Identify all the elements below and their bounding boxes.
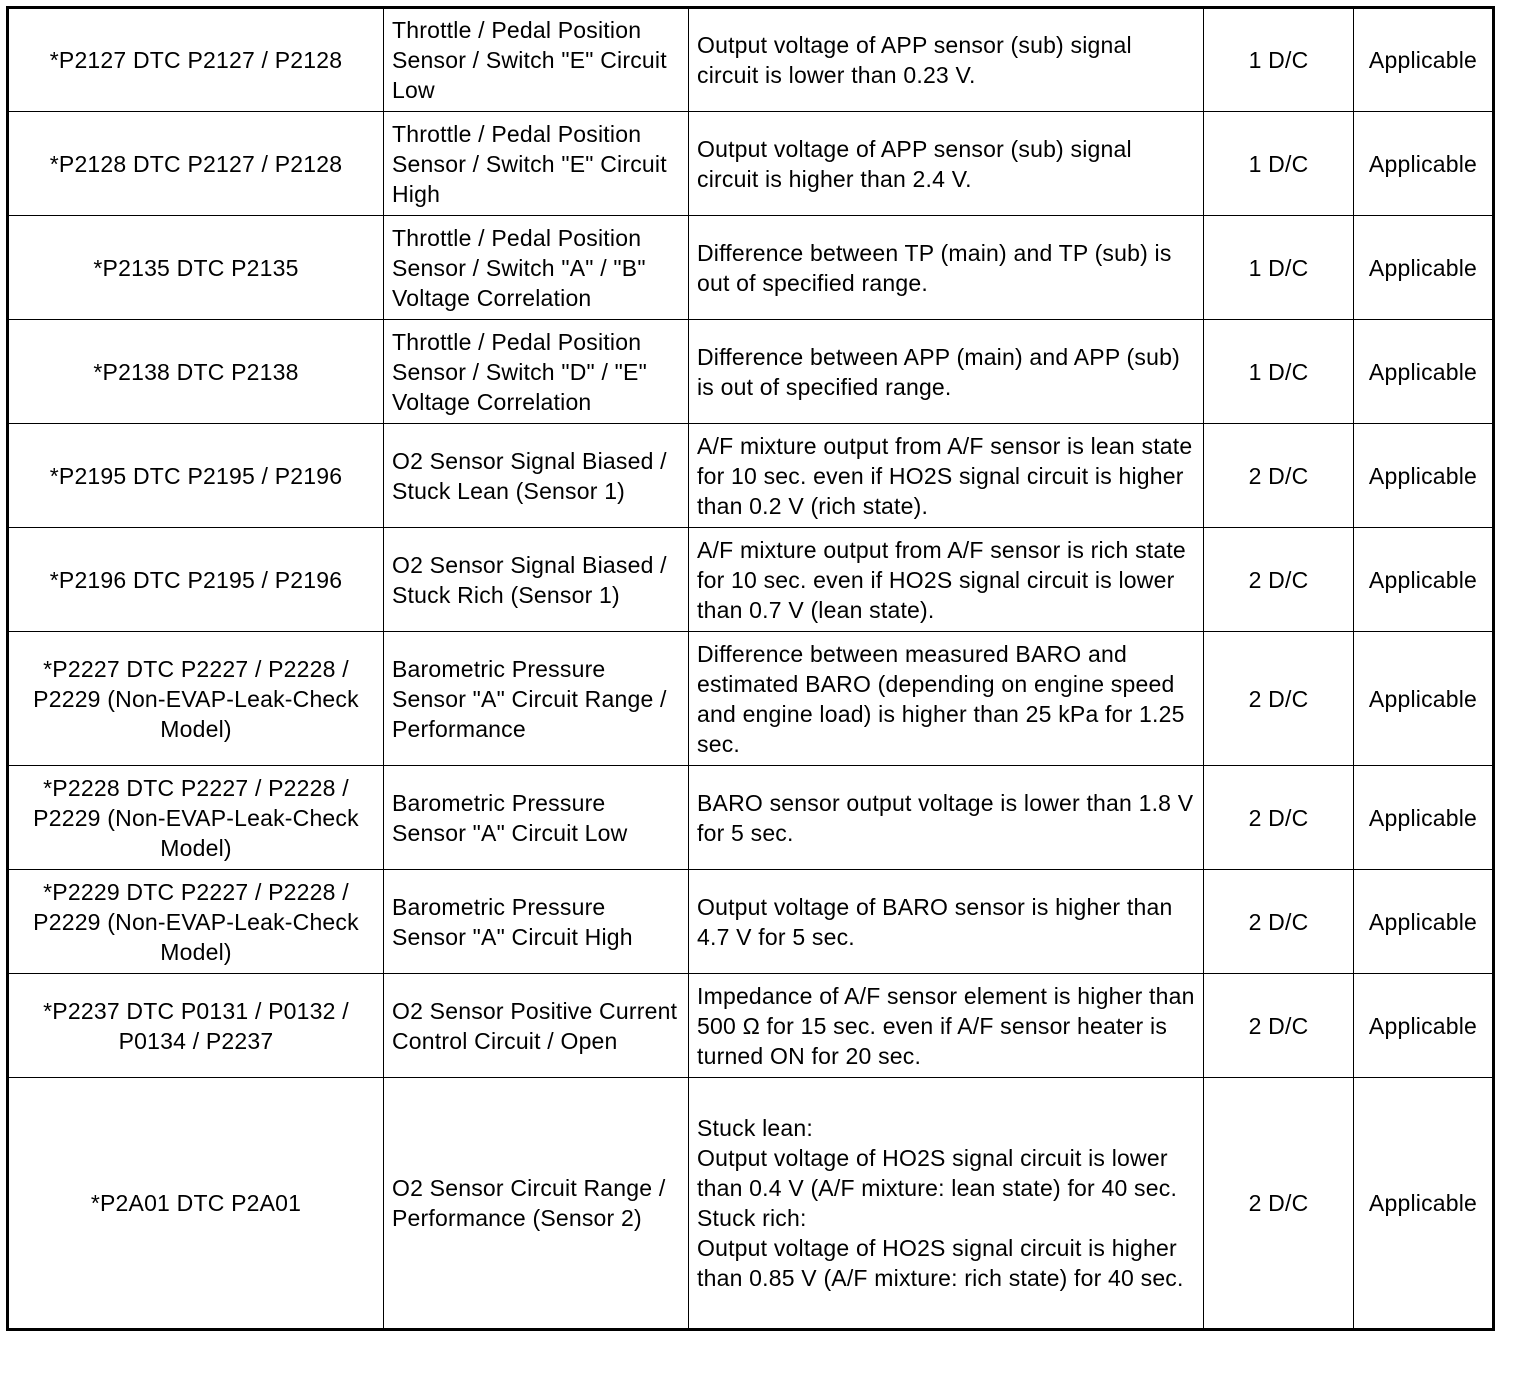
dtc-code: *P2196 DTC P2195 / P2196 (8, 528, 384, 632)
applicability: Applicable (1354, 974, 1494, 1078)
dtc-code: *P2195 DTC P2195 / P2196 (8, 424, 384, 528)
trip-logic: 1 D/C (1204, 320, 1354, 424)
trip-logic: 1 D/C (1204, 216, 1354, 320)
detection-condition (689, 8, 1204, 112)
condition-line: Output voltage of HO2S signal circuit is higher than 0.85 V (A/F mixture: rich state) for 40 sec. (697, 1235, 1184, 1291)
detection-condition (689, 870, 1204, 974)
applicability: Applicable (1354, 112, 1494, 216)
applicability: Applicable (1354, 766, 1494, 870)
trip-logic: 2 D/C (1204, 974, 1354, 1078)
table-row (8, 974, 1494, 1078)
applicability: Applicable (1354, 870, 1494, 974)
detection-condition (689, 112, 1204, 216)
dtc-name: Barometric Pressure Sensor "A" Circuit Range / Performance (384, 632, 689, 766)
trip-logic: 2 D/C (1204, 870, 1354, 974)
detection-condition (689, 528, 1204, 632)
dtc-code: *P2A01 DTC P2A01 (8, 1078, 384, 1330)
applicability: Applicable (1354, 1078, 1494, 1330)
dtc-name: O2 Sensor Signal Biased / Stuck Lean (Sensor 1) (384, 424, 689, 528)
condition-line: BARO sensor output voltage is lower than 1.8 V for 5 sec. (697, 789, 1194, 846)
dtc-code: *P2128 DTC P2127 / P2128 (8, 112, 384, 216)
table-row (8, 216, 1494, 320)
table-row (8, 632, 1494, 766)
dtc-code: *P2237 DTC P0131 / P0132 / P0134 / P2237 (8, 974, 384, 1078)
condition-line: A/F mixture output from A/F sensor is rich state for 10 sec. even if HO2S signal circuit is lower than 0.7 V (lean state). (697, 536, 1186, 623)
applicability: Applicable (1354, 528, 1494, 632)
condition-line: Difference between TP (main) and TP (sub) is out of specified range. (697, 239, 1172, 296)
trip-logic: 2 D/C (1204, 424, 1354, 528)
detection-condition (689, 1078, 1204, 1330)
detection-condition (689, 632, 1204, 766)
dtc-code: *P2127 DTC P2127 / P2128 (8, 8, 384, 112)
condition-line: Stuck lean: (697, 1115, 813, 1141)
table-row (8, 1078, 1494, 1330)
trip-logic: 2 D/C (1204, 528, 1354, 632)
trip-logic: 2 D/C (1204, 1078, 1354, 1330)
dtc-name: Throttle / Pedal Position Sensor / Switch "A" / "B" Voltage Correlation (384, 216, 689, 320)
dtc-name: Barometric Pressure Sensor "A" Circuit Low (384, 766, 689, 870)
table-row (8, 112, 1494, 216)
table-row (8, 766, 1494, 870)
condition-line: Difference between measured BARO and estimated BARO (depending on engine speed and engine load) is higher than 25 kPa for 1.25 sec. (697, 640, 1185, 757)
applicability: Applicable (1354, 8, 1494, 112)
table-row (8, 870, 1494, 974)
detection-condition (689, 766, 1204, 870)
condition-line: Stuck rich: (697, 1205, 807, 1231)
dtc-code: *P2229 DTC P2227 / P2228 / P2229 (Non-EVAP-Leak-Check Model) (8, 870, 384, 974)
condition-line: Difference between APP (main) and APP (sub) is out of specified range. (697, 343, 1180, 400)
applicability: Applicable (1354, 320, 1494, 424)
detection-condition (689, 216, 1204, 320)
dtc-table (6, 6, 1495, 1331)
condition-line: Output voltage of HO2S signal circuit is lower than 0.4 V (A/F mixture: lean state) for 40 sec. (697, 1145, 1178, 1201)
detection-condition (689, 974, 1204, 1078)
dtc-name: O2 Sensor Positive Current Control Circuit / Open (384, 974, 689, 1078)
applicability: Applicable (1354, 424, 1494, 528)
dtc-name: Throttle / Pedal Position Sensor / Switch "D" / "E" Voltage Correlation (384, 320, 689, 424)
table-row (8, 424, 1494, 528)
detection-condition (689, 424, 1204, 528)
applicability: Applicable (1354, 632, 1494, 766)
dtc-name: Throttle / Pedal Position Sensor / Switch "E" Circuit High (384, 112, 689, 216)
table-row (8, 8, 1494, 112)
dtc-name: O2 Sensor Circuit Range / Performance (Sensor 2) (384, 1078, 689, 1330)
condition-line: Impedance of A/F sensor element is higher than 500 Ω for 15 sec. even if A/F sensor heater is turned ON for 20 sec. (697, 982, 1195, 1069)
applicability: Applicable (1354, 216, 1494, 320)
trip-logic: 1 D/C (1204, 8, 1354, 112)
dtc-name: Throttle / Pedal Position Sensor / Switch "E" Circuit Low (384, 8, 689, 112)
trip-logic: 1 D/C (1204, 112, 1354, 216)
condition-line: A/F mixture output from A/F sensor is lean state for 10 sec. even if HO2S signal circuit is higher than 0.2 V (rich state). (697, 432, 1193, 519)
dtc-code: *P2138 DTC P2138 (8, 320, 384, 424)
table-row (8, 320, 1494, 424)
condition-line: Output voltage of APP sensor (sub) signal circuit is lower than 0.23 V. (697, 32, 1132, 88)
trip-logic: 2 D/C (1204, 632, 1354, 766)
detection-condition (689, 320, 1204, 424)
condition-line: Output voltage of APP sensor (sub) signal circuit is higher than 2.4 V. (697, 135, 1132, 192)
dtc-name: O2 Sensor Signal Biased / Stuck Rich (Sensor 1) (384, 528, 689, 632)
dtc-code: *P2135 DTC P2135 (8, 216, 384, 320)
trip-logic: 2 D/C (1204, 766, 1354, 870)
dtc-name: Barometric Pressure Sensor "A" Circuit High (384, 870, 689, 974)
dtc-code: *P2228 DTC P2227 / P2228 / P2229 (Non-EVAP-Leak-Check Model) (8, 766, 384, 870)
table-row (8, 528, 1494, 632)
dtc-code: *P2227 DTC P2227 / P2228 / P2229 (Non-EVAP-Leak-Check Model) (8, 632, 384, 766)
condition-line: Output voltage of BARO sensor is higher than 4.7 V for 5 sec. (697, 893, 1173, 950)
